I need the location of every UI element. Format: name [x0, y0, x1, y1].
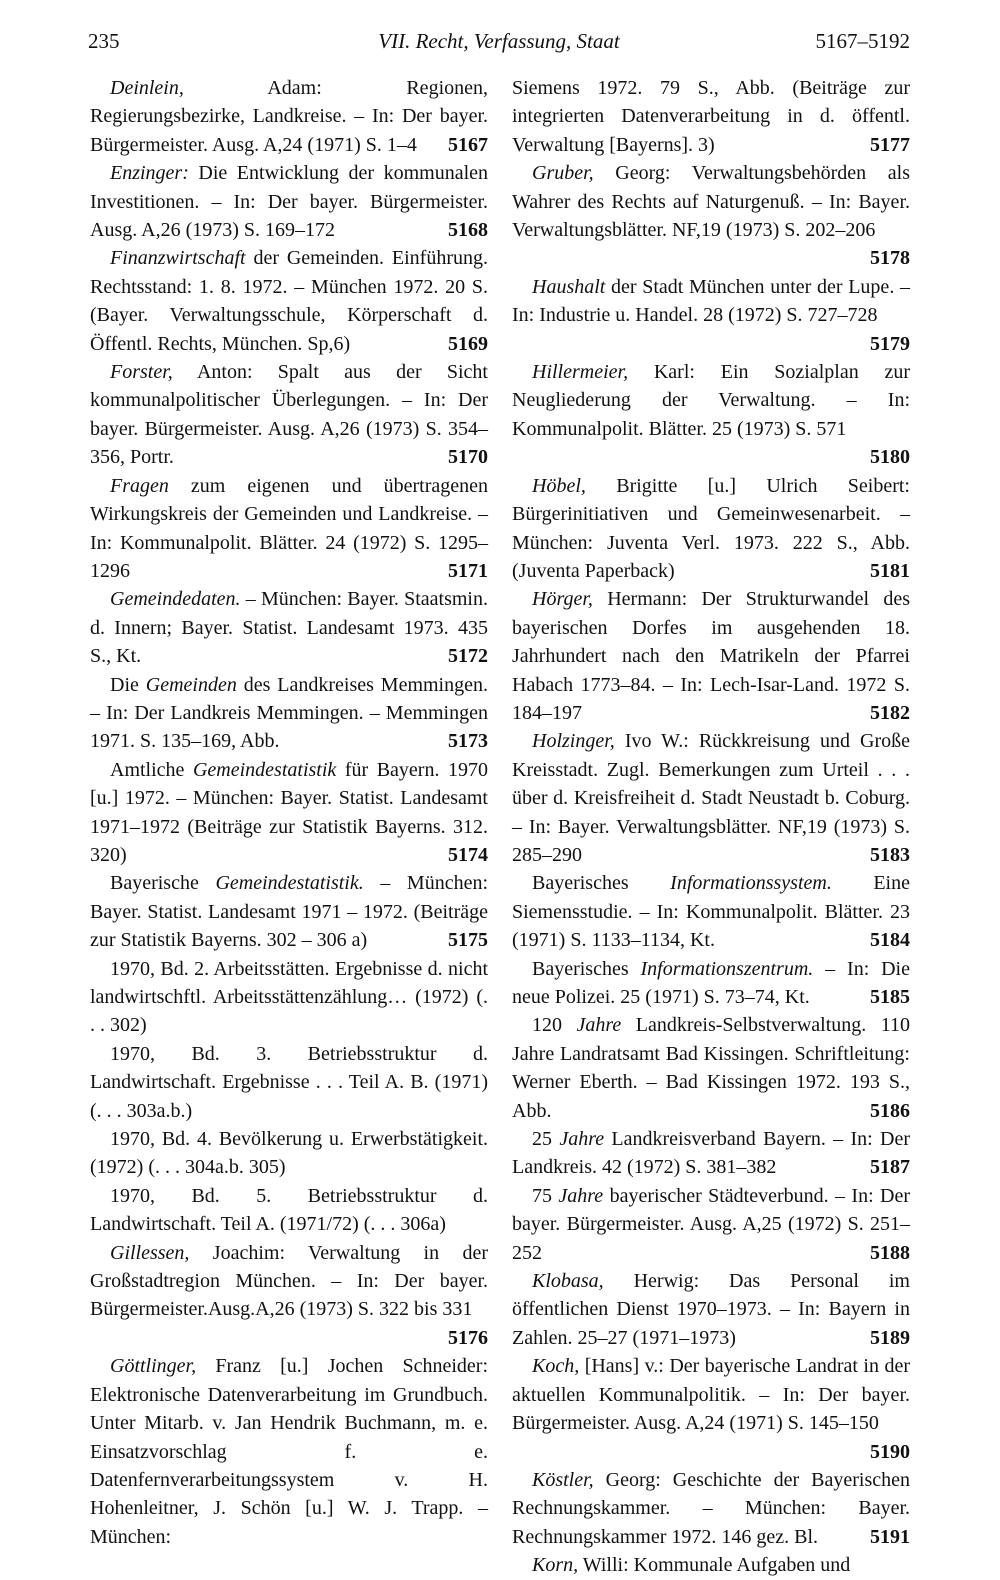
entry-heading: Hörger, — [532, 588, 593, 611]
entry-heading: Jahre — [559, 1128, 605, 1151]
entry-text: Hermann: Der Strukturwandel des bayerischen Dorfes im ausgehenden 18. Jahrhundert nach den Matrikeln der Pfarrei Habach 1773–84. – In: Lech-Isar-Land. 1972 S. 184–197 — [512, 588, 910, 724]
entry-heading: Köstler, — [532, 1468, 594, 1491]
bibliography-entry — [90, 74, 488, 159]
entry-text: Die Entwicklung der kommunalen Investitionen. – In: Der bayer. Bürgermeister. Ausg. A,26 (1973) S. 169–172 — [90, 162, 488, 242]
entry-number: 5181 — [870, 559, 910, 582]
bibliography-entry — [90, 955, 488, 1040]
bibliography-entry — [512, 74, 910, 159]
bibliography-entry — [512, 1267, 910, 1352]
entry-heading: Gruber, — [532, 162, 594, 185]
entry-number: 5170 — [448, 446, 488, 469]
entry-number: 5185 — [870, 986, 910, 1008]
entry-text: Georg: Geschichte der Bayerischen Rechnungskammer. – München: Bayer. Rechnungskammer 1972. 146 gez. Bl. — [512, 1468, 910, 1548]
entry-number: 5175 — [448, 929, 488, 952]
entry-heading: Gemeinden — [145, 673, 237, 696]
entry-number: 5173 — [448, 730, 488, 753]
entry-number: 5180 — [870, 446, 910, 469]
page-header — [88, 26, 910, 60]
entry-text: Brigitte [u.] Ulrich Seibert: Bürgerinitiativen und Gemeinwesenarbeit. – München: Juventa Verl. 1973. 222 S., Abb. (Juventa Paperback) — [512, 474, 910, 582]
bibliography-entry — [90, 671, 488, 756]
entry-text: 1970, Bd. 3. Betriebsstruktur d. Landwirtschaft. Ergebnisse . . . Teil A. B. (1971) (. . . 303a.b.) — [90, 1042, 488, 1122]
bibliography-entry — [512, 1466, 910, 1551]
entry-number: 5169 — [448, 332, 488, 355]
entry-number: 5171 — [448, 559, 488, 582]
entry-prefix: 25 — [532, 1128, 560, 1151]
bibliography-entry — [90, 1125, 488, 1182]
entry-heading: Gemeindedaten. — [110, 588, 241, 611]
page-number: 235 — [88, 29, 120, 53]
bibliography-entry — [90, 472, 488, 586]
entry-number: 5184 — [870, 929, 910, 952]
entry-text: der Gemeinden. Einführung. Rechtsstand: 1. 8. 1972. – München 1972. 20 S. (Bayer. Verwaltungsschule, Körperschaft d. Öffentl. Rechts, München. Sp,6) — [90, 247, 488, 355]
entry-prefix: 120 — [532, 1014, 577, 1037]
entry-heading: Jahre — [558, 1184, 604, 1207]
entry-text: – München: Bayer. Statist. Landesamt 1971 – 1972. (Beiträge zur Statistik Bayerns. 302 – 306 a) — [90, 872, 488, 952]
bibliography-entry — [512, 273, 910, 358]
bibliography-entry — [512, 472, 910, 586]
entry-heading: Klobasa, — [532, 1270, 604, 1293]
bibliography-entry — [512, 358, 910, 472]
bibliography-entry — [512, 1125, 910, 1182]
bibliography-entry — [90, 585, 488, 670]
bibliography-entry — [90, 869, 488, 954]
entry-heading: Forster, — [110, 361, 173, 384]
entry-heading: Finanzwirtschaft — [110, 247, 246, 270]
bibliography-entry — [90, 159, 488, 244]
bibliography-entry — [512, 1352, 910, 1466]
entry-text: Landkreisverband Bayern. – In: Der Landkreis. 42 (1972) S. 381–382 — [512, 1128, 910, 1179]
entry-text: 1970, Bd. 2. Arbeitsstätten. Ergebnisse d. nicht landwirtschftl. Arbeitsstättenzählung… (1972) (. . . 302) — [90, 957, 488, 1037]
entry-number: 5186 — [870, 1099, 910, 1122]
entry-text: des Landkreises Memmingen. – In: Der Landkreis Memmingen. – Memmingen 1971. S. 135–169, Abb. — [90, 673, 488, 753]
entry-text: Karl: Ein Sozialplan zur Neugliederung der Verwaltung. – In: Kommunalpolit. Blätter. 25 (1973) S. 571 — [512, 361, 910, 440]
entry-text: Franz [u.] Jochen Schneider: Elektronische Datenverarbeitung im Grundbuch. Unter Mitarb. v. Jan Hendrik Buchmann, m. e. Einsatzvorschlag f. e. Datenfernverarbeitungssystem v. H. Hohenleitner, J. Schön [u.] W. J. Trapp. – München: — [90, 1355, 488, 1548]
entry-text: 1970, Bd. 5. Betriebsstruktur d. Landwirtschaft. Teil A. (1971/72) (. . . 306a) — [90, 1184, 488, 1236]
entry-text: zum eigenen und übertragenen Wirkungskreis der Gemeinden und Landkreise. – In: Kommunalpolit. Blätter. 24 (1972) S. 1295–1296 — [90, 474, 488, 582]
entry-heading: Fragen — [110, 474, 169, 497]
entry-number: 5189 — [870, 1326, 910, 1349]
entry-number: 5183 — [870, 843, 910, 866]
bibliography-entry — [512, 1182, 910, 1267]
entry-prefix: Bayerisches — [532, 872, 671, 895]
entry-text: – München: Bayer. Staatsmin. d. Innern; Bayer. Statist. Landesamt 1973. 435 S., Kt. — [90, 588, 488, 668]
entry-number: 5172 — [448, 645, 488, 668]
bibliography-entry — [512, 585, 910, 727]
entry-text: – In: Die neue Polizei. 25 (1971) S. 73–74, Kt. — [512, 957, 910, 1008]
bibliography-entry — [512, 955, 910, 1012]
entry-text: Herwig: Das Personal im öffentlichen Dienst 1970–1973. – In: Bayern in Zahlen. 25–27 (1971–1973) — [512, 1270, 910, 1349]
entry-text: Landkreis-Selbstverwaltung. 110 Jahre Landratsamt Bad Kissingen. Schriftleitung: Werner Eberth. – Bad Kissingen 1972. 193 S., Abb. — [512, 1014, 910, 1122]
entry-heading: Gillessen, — [110, 1241, 190, 1264]
entry-text: Eine Siemensstudie. – In: Kommunalpolit. Blätter. 23 (1971) S. 1133–1134, Kt. — [512, 872, 910, 952]
entry-number: 5177 — [870, 133, 910, 156]
entry-text: der Stadt München unter der Lupe. – In: Industrie u. Handel. 28 (1972) S. 727–728 — [512, 275, 910, 327]
entry-heading: Korn, — [532, 1554, 579, 1577]
entry-number: 5187 — [870, 1156, 910, 1179]
entry-number: 5188 — [870, 1241, 910, 1264]
entry-prefix: Amtliche — [110, 758, 193, 781]
entry-heading: Informationszentrum. — [640, 957, 814, 980]
entry-heading: Holzinger, — [532, 730, 615, 753]
entry-number: 5182 — [870, 701, 910, 724]
bibliography-entry — [90, 244, 488, 358]
entry-heading: Gemeindestatistik — [192, 758, 337, 781]
bibliography-entry — [512, 1551, 910, 1579]
entry-text: [Hans] v.: Der bayerische Landrat in der aktuellen Kommunalpolitik. – In: Der bayer. Bürgermeister. Ausg. A,24 (1971) S. 145–150 — [512, 1355, 910, 1435]
entry-heading: Informationssystem. — [670, 872, 832, 895]
entry-text: Willi: Kommunale Aufgaben und — [578, 1554, 851, 1577]
entry-number: 5174 — [448, 843, 488, 866]
entry-text: Ivo W.: Rückkreisung und Große Kreisstadt. Zugl. Bemerkungen zum Urteil . . . über d. Kreisfreiheit d. Stadt Neustadt b. Coburg. – In: Bayer. Verwaltungsblätter. NF,19 (1973) S. 285–290 — [512, 730, 910, 866]
left-column — [90, 74, 488, 1551]
entry-heading: Göttlinger, — [110, 1355, 197, 1378]
entry-range: 5167–5192 — [815, 29, 910, 53]
entry-heading: Hillermeier, — [532, 361, 629, 384]
entry-heading: Enzinger: — [110, 162, 189, 185]
entry-number: 5178 — [870, 247, 910, 270]
entry-heading: Gemeindestatistik. — [215, 872, 364, 895]
entry-prefix: Bayerische — [110, 872, 216, 895]
right-column — [512, 74, 910, 1580]
entry-heading: Haushalt — [532, 275, 606, 298]
entry-heading: Jahre — [576, 1014, 622, 1037]
entry-number: 5167 — [448, 133, 488, 156]
entry-text: Georg: Verwaltungsbehörden als Wahrer des Rechts auf Naturgenuß. – In: Bayer. Verwaltungsblätter. NF,19 (1973) S. 202–206 — [512, 162, 910, 242]
entry-text: Anton: Spalt aus der Sicht kommunalpolitischer Überlegungen. – In: Der bayer. Bürgermeister. Ausg. A,26 (1973) S. 354–356, Portr. — [90, 361, 488, 469]
entry-heading: Höbel, — [532, 474, 586, 497]
bibliography-entry — [90, 756, 488, 870]
entry-text: Siemens 1972. 79 S., Abb. (Beiträge zur integrierten Datenverarbeitung in d. öffentl. Verwaltung [Bayerns]. 3) — [512, 77, 910, 156]
bibliography-entry — [512, 159, 910, 273]
entry-prefix: Bayerisches — [532, 957, 641, 980]
bibliography-entry — [512, 1011, 910, 1125]
bibliography-entry — [512, 869, 910, 954]
entry-text: Adam: Regionen, Regierungsbezirke, Landkreise. – In: Der bayer. Bürgermeister. Ausg. A,24 (1971) S. 1–4 — [90, 77, 488, 156]
entry-prefix: 75 — [532, 1184, 559, 1207]
entry-number: 5179 — [870, 332, 910, 355]
entry-text: Joachim: Verwaltung in der Großstadtregion München. – In: Der bayer. Bürgermeister.Ausg.A,26 (1973) S. 322 bis 331 — [90, 1241, 488, 1321]
bibliography-entry — [512, 727, 910, 869]
entry-number: 5176 — [448, 1326, 488, 1349]
entry-number: 5168 — [448, 219, 488, 242]
entry-heading: Koch, — [532, 1355, 580, 1378]
entry-text: 1970, Bd. 4. Bevölkerung u. Erwerbstätigkeit. (1972) (. . . 304a.b. 305) — [90, 1128, 488, 1179]
entry-number: 5190 — [870, 1440, 910, 1463]
bibliography-entry — [90, 1040, 488, 1125]
bibliography-entry — [90, 1239, 488, 1353]
entry-number: 5191 — [870, 1525, 910, 1548]
bibliography-entry — [90, 1182, 488, 1239]
entry-heading: Deinlein, — [110, 77, 184, 99]
entry-text: für Bayern. 1970 [u.] 1972. – München: Bayer. Statist. Landesamt 1971–1972 (Beiträge zur Statistik Bayerns. 312. 320) — [90, 758, 488, 866]
bibliography-entry — [90, 358, 488, 472]
entry-prefix: Die — [110, 673, 146, 696]
entry-text: bayerischer Städteverbund. – In: Der bayer. Bürgermeister. Ausg. A,25 (1972) S. 251–252 — [512, 1184, 910, 1264]
bibliography-entry — [90, 1352, 488, 1551]
chapter-title: VII. Recht, Verfassung, Staat — [378, 29, 620, 53]
